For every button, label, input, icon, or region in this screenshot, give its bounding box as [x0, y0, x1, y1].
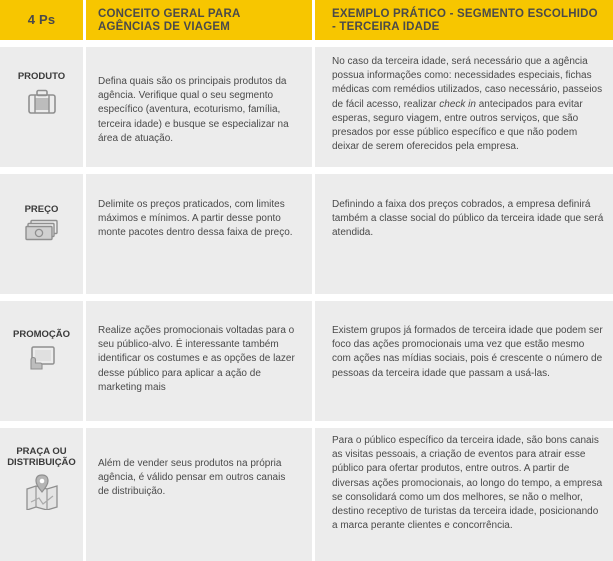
header-concept: CONCEITO GERAL PARA AGÊNCIAS DE VIAGEM — [86, 0, 315, 40]
concept-preco: Delimite os preços praticados, com limites máximos e mínimos. A partir desse ponto monte pacotes dentro dessa faixa de preço. — [98, 199, 293, 239]
luggage-icon — [27, 89, 57, 115]
row-label-praca — [0, 421, 86, 561]
label-preco: PREÇO — [24, 204, 59, 215]
row-concept-produto — [86, 40, 315, 167]
label-promocao: PROMOÇÃO — [13, 329, 70, 340]
example-praca: Para o público específico da terceira idade, são bons canais as visitas pessoais, a criação de eventos para atrair esse público para ofertar produtos, entre outros. A partir de diversas ações promocionais, ao longo do tempo, a empresa se consolidará como um dos melhores, se não o melhor, destino receptivo de turistas da terceira idade, posicionando a marca perante clientes e concorrência. — [332, 435, 603, 532]
example-promocao: Existem grupos já formados de terceira idade que podem ser foco das ações promocionais uma vez que estão mesmo com ações nas mídias sociais, pois é crescente o número de pessoas da terceira idade que passam a usá-las. — [332, 325, 603, 379]
row-example-preco — [315, 167, 613, 294]
concept-produto: Defina quais são os principais produtos da agência. Verifique qual o seu segmento específico (aventura, ecoturismo, família, terceira idade) e busque se especializar na área de atuação. — [98, 76, 289, 144]
label-praca: PRAÇA OU DISTRIBUIÇÃO — [7, 446, 76, 468]
row-example-promocao — [315, 294, 613, 421]
header-example: EXEMPLO PRÁTICO - SEGMENTO ESCOLHIDO - TERCEIRA IDADE — [315, 0, 613, 40]
row-example-produto — [315, 40, 613, 167]
row-label-produto — [0, 40, 86, 167]
header-4ps: 4 Ps — [0, 0, 86, 40]
example-preco: Definindo a faixa dos preços cobrados, a empresa definirá também a classe social do público da terceira idade que será atendida. — [332, 199, 604, 239]
map-pin-icon — [25, 474, 59, 510]
row-concept-preco — [86, 167, 315, 294]
row-label-promocao — [0, 294, 86, 421]
touch-screen-icon — [28, 345, 56, 371]
example-produto: No caso da terceira idade, será necessário que a agência possua informações como: necessidades especiais, fichas médicas com remédios utilizados, caso necessário, passeios de fácil acesso, realizar check in antecipados para evitar esperas, seguro viagem, entre outros serviços, que são presados por esse público específico e que não podem deixar de serem oferecidos pela empresa. — [332, 56, 603, 153]
label-produto: PRODUTO — [17, 71, 66, 82]
row-concept-praca — [86, 421, 315, 561]
row-example-praca — [315, 421, 613, 561]
row-label-preco — [0, 167, 86, 294]
concept-promocao: Realize ações promocionais voltadas para o seu público-alvo. É interessante também identificar os costumes e as opções de lazer desse público para aplicar a ação de marketing mais — [98, 325, 295, 393]
row-concept-promocao — [86, 294, 315, 421]
money-icon — [25, 219, 59, 241]
concept-praca: Além de vender seus produtos na própria agência, é válido pensar em outros canais de distribuição. — [98, 458, 286, 498]
